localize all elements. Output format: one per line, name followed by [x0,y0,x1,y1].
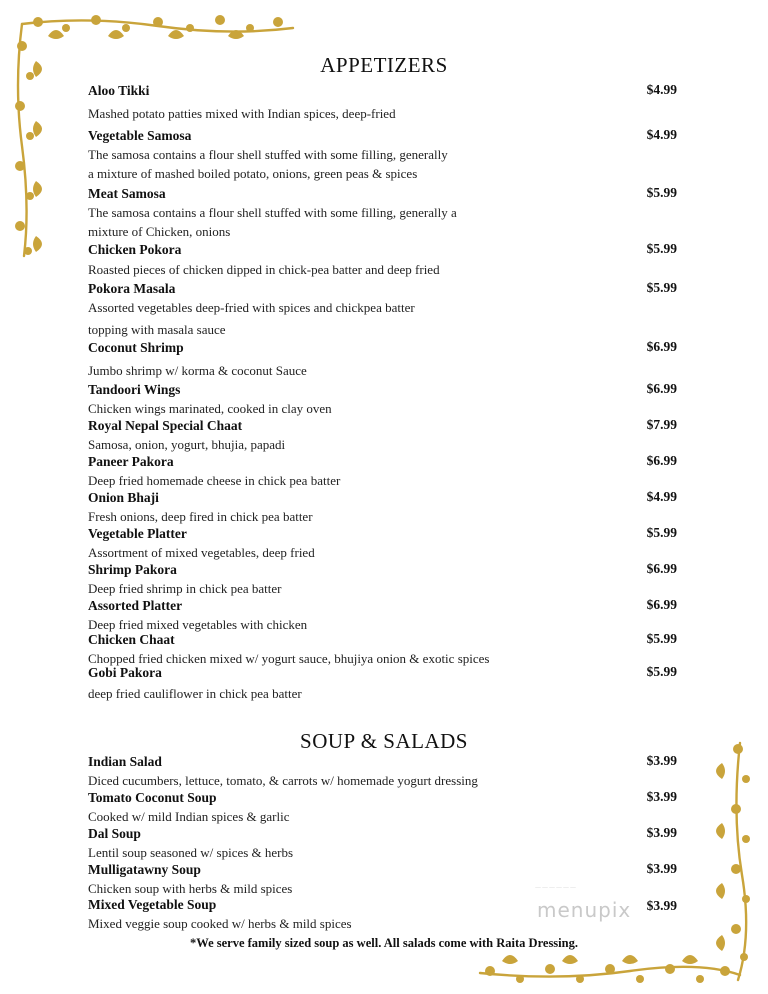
item-price: $7.99 [646,417,677,432]
item-description: Assortment of mixed vegetables, deep fried [88,545,315,560]
item-name: Chicken Chaat [88,632,175,647]
item-description: Mashed potato patties mixed with Indian spices, deep-fried [88,106,396,121]
item-name: Royal Nepal Special Chaat [88,418,243,433]
item-name: Vegetable Platter [88,526,187,541]
item-description: Diced cucumbers, lettuce, tomato, & carrots w/ homemade yogurt dressing [88,773,478,788]
item-price: $5.99 [646,525,677,540]
item-name: Gobi Pakora [88,665,162,680]
item-price: $3.99 [646,789,677,804]
item-price: $6.99 [646,561,677,576]
item-description: Jumbo shrimp w/ korma & coconut Sauce [88,363,307,378]
item-price: $4.99 [646,127,677,142]
item-description: Samosa, onion, yogurt, bhujia, papadi [88,437,286,452]
item-description: a mixture of mashed boiled potato, onions, green peas & spices [88,166,418,181]
menu-item [88,789,688,826]
item-name: Tomato Coconut Soup [88,790,217,805]
item-name: Coconut Shrimp [88,340,184,355]
menu-item [88,417,688,454]
item-name: Indian Salad [88,754,162,769]
item-price: $3.99 [646,825,677,840]
item-name: Meat Samosa [88,186,166,201]
item-description: Lentil soup seasoned w/ spices & herbs [88,845,294,860]
item-price: $6.99 [646,597,677,612]
item-description: Assorted vegetables deep-fried with spices and chickpea batter [88,300,415,315]
menu-item [88,825,688,862]
item-description: Deep fried homemade cheese in chick pea batter [88,473,341,488]
menu-item [88,127,688,183]
menu-item [88,453,688,490]
item-name: Aloo Tikki [88,83,150,98]
watermark: menupix [537,898,632,922]
menu-item [88,381,688,418]
item-description: The samosa contains a flour shell stuffed with some filling, generally a [88,205,457,220]
item-name: Shrimp Pakora [88,562,177,577]
menu-item [88,339,688,380]
item-name: Dal Soup [88,826,141,841]
item-description: Chicken soup with herbs & mild spices [88,881,293,896]
item-name: Mulligatawny Soup [88,862,201,877]
item-price: $3.99 [646,861,677,876]
item-description: Roasted pieces of chicken dipped in chick-pea batter and deep fried [88,262,440,277]
footnote: *We serve family sized soup as well. All salads come with Raita Dressing. [190,936,578,950]
menu-item [88,525,688,562]
item-description: Cooked w/ mild Indian spices & garlic [88,809,290,824]
menu-item [88,185,688,241]
item-description: deep fried cauliflower in chick pea batter [88,686,302,701]
item-price: $6.99 [646,381,677,396]
item-price: $3.99 [646,753,677,768]
item-price: $4.99 [646,82,677,97]
soup-salads-heading: SOUP & SALADS [300,729,468,753]
menu-item [88,664,688,703]
menu-item [88,241,688,279]
menu-item [88,631,688,668]
item-description: topping with masala sauce [88,322,226,337]
item-price: $5.99 [646,241,677,256]
menu-item [88,597,688,634]
item-price: $5.99 [646,185,677,200]
item-price: $6.99 [646,339,677,354]
menu-item [88,489,688,526]
watermark-line: —————— [535,884,577,891]
item-description: Mixed veggie soup cooked w/ herbs & mild spices [88,916,352,931]
item-name: Paneer Pakora [88,454,174,469]
item-description: Chicken wings marinated, cooked in clay oven [88,401,332,416]
menu-item [88,861,688,898]
item-name: Assorted Platter [88,598,183,613]
item-name: Onion Bhaji [88,490,159,505]
item-name: Mixed Vegetable Soup [88,897,217,912]
item-price: $5.99 [646,631,677,646]
item-price: $6.99 [646,453,677,468]
menu-item [88,82,688,123]
item-description: Fresh onions, deep fired in chick pea batter [88,509,313,524]
item-price: $5.99 [646,664,677,679]
item-description: Deep fried shrimp in chick pea batter [88,581,282,596]
menu-item [88,561,688,598]
item-description: Chopped fried chicken mixed w/ yogurt sauce, bhujiya onion & exotic spices [88,651,490,666]
item-name: Pokora Masala [88,281,176,296]
item-price: $4.99 [646,489,677,504]
appetizers-heading: APPETIZERS [320,53,448,77]
menu-item [88,753,688,790]
item-name: Chicken Pokora [88,242,182,257]
item-description: mixture of Chicken, onions [88,224,231,239]
menu-item [88,280,688,339]
item-description: Deep fried mixed vegetables with chicken [88,617,308,632]
item-name: Vegetable Samosa [88,128,192,143]
item-description: The samosa contains a flour shell stuffed with some filling, generally [88,147,448,162]
item-price: $5.99 [646,280,677,295]
item-name: Tandoori Wings [88,382,181,397]
item-price: $3.99 [646,898,677,913]
